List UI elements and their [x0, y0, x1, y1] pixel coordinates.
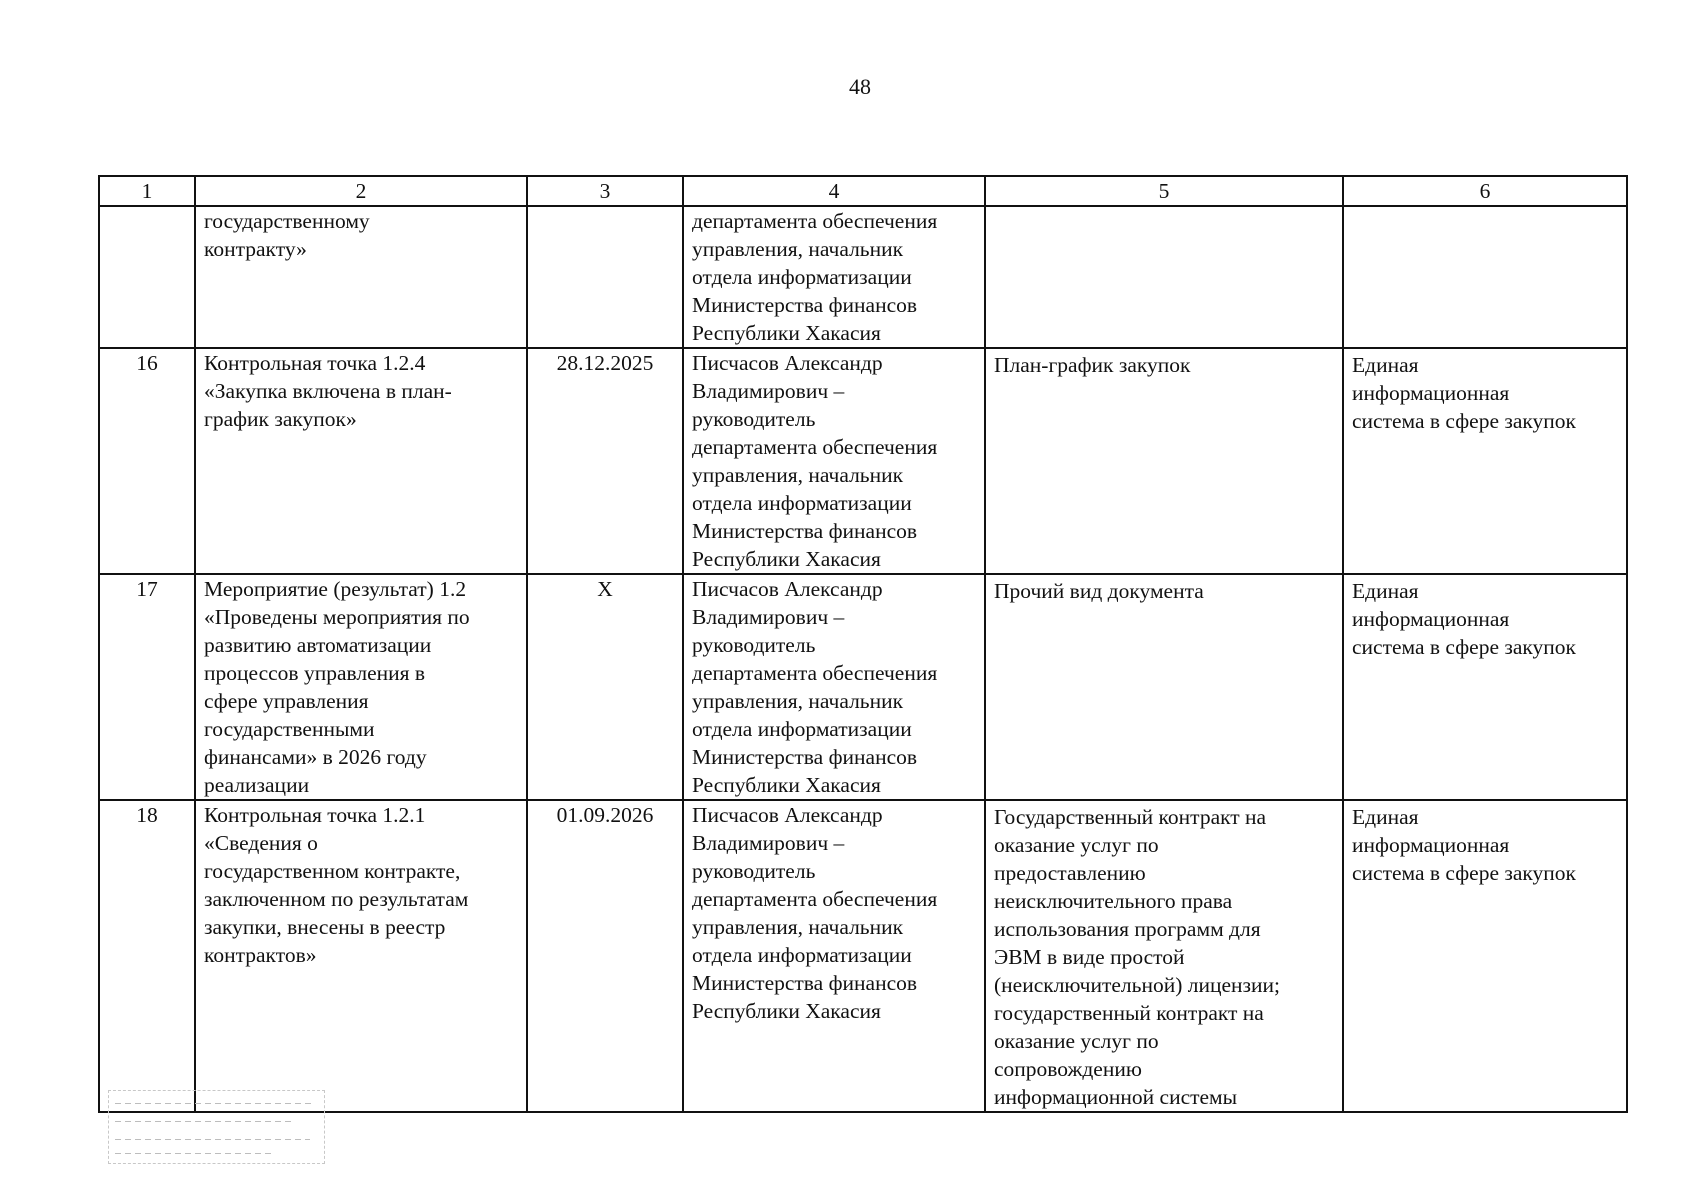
row-number	[99, 206, 195, 348]
row-date	[527, 206, 683, 348]
measures-table	[98, 175, 1628, 1113]
stamp-line	[115, 1153, 275, 1154]
text-line: Владимирович –	[692, 379, 845, 403]
text-line: Единая	[1352, 353, 1419, 377]
row-responsible-cell	[683, 800, 985, 1112]
text-line: Писчасов Александр	[692, 577, 883, 601]
text-line: Республики Хакасия	[692, 999, 881, 1023]
row-document-cell	[985, 206, 1343, 348]
text-line: информационная	[1352, 833, 1510, 857]
text-line: департамента обеспечения	[692, 435, 938, 459]
text-line: государственном контракте,	[204, 859, 461, 883]
text-line: руководитель	[692, 633, 816, 657]
row-number: 17	[99, 574, 195, 800]
column-number-header	[99, 176, 1627, 206]
text-line: информационная	[1352, 381, 1510, 405]
row-system-cell	[1343, 206, 1627, 348]
header-col-1: 1	[99, 176, 195, 206]
row-number: 18	[99, 800, 195, 1112]
row-document-cell	[985, 574, 1343, 800]
text-line: Министерства финансов	[692, 745, 918, 769]
text-line: использования программ для	[994, 917, 1261, 941]
text-line: отдела информатизации	[692, 265, 912, 289]
text-line: заключенном по результатам	[204, 887, 469, 911]
text-line: финансами» в 2026 году	[204, 745, 427, 769]
text-line: отдела информатизации	[692, 491, 912, 515]
table-row	[99, 348, 1627, 574]
text-line: управления, начальник	[692, 689, 904, 713]
text-line: Мероприятие (результат) 1.2	[204, 577, 467, 601]
row-document-cell	[985, 348, 1343, 574]
row-system-cell	[1343, 800, 1627, 1112]
text-line: закупки, внесены в реестр	[204, 915, 446, 939]
text-line: Республики Хакасия	[692, 321, 881, 345]
text-line: система в сфере закупок	[1352, 409, 1577, 433]
text-line: неисключительного права	[994, 889, 1233, 913]
row-system-cell	[1343, 348, 1627, 574]
row-name-cell	[195, 574, 527, 800]
text-line: департамента обеспечения	[692, 887, 938, 911]
text-line: государственному	[204, 209, 370, 233]
text-line: Контрольная точка 1.2.4	[204, 351, 426, 375]
text-line: Республики Хакасия	[692, 547, 881, 571]
text-line: «Проведены мероприятия по	[204, 605, 470, 629]
row-date: 01.09.2026	[527, 800, 683, 1112]
row-name-cell	[195, 206, 527, 348]
text-line: «Закупка включена в план-	[204, 379, 452, 403]
text-line: управления, начальник	[692, 237, 904, 261]
text-line: ЭВМ в виде простой	[994, 945, 1185, 969]
text-line: государственный контракт на	[994, 1001, 1264, 1025]
text-line: реализации	[204, 773, 310, 797]
row-system-cell	[1343, 574, 1627, 800]
text-line: информационной системы	[994, 1085, 1238, 1109]
text-line: Писчасов Александр	[692, 803, 883, 827]
row-responsible-cell	[683, 348, 985, 574]
text-line: Писчасов Александр	[692, 351, 883, 375]
header-col-6: 6	[1343, 176, 1627, 206]
row-date: X	[527, 574, 683, 800]
text-line: система в сфере закупок	[1352, 861, 1577, 885]
text-line: Государственный контракт на	[994, 805, 1267, 829]
row-number: 16	[99, 348, 195, 574]
text-line: график закупок»	[204, 407, 357, 431]
text-line: оказание услуг по	[994, 1029, 1159, 1053]
row-date: 28.12.2025	[527, 348, 683, 574]
text-line: Единая	[1352, 805, 1419, 829]
text-line: система в сфере закупок	[1352, 635, 1577, 659]
stamp-line	[115, 1121, 295, 1122]
text-line: Министерства финансов	[692, 971, 918, 995]
text-line: План-график закупок	[994, 353, 1191, 377]
text-line: Контрольная точка 1.2.1	[204, 803, 426, 827]
text-line: (неисключительной) лицензии;	[994, 973, 1281, 997]
text-line: процессов управления в	[204, 661, 426, 685]
text-line: Прочий вид документа	[994, 579, 1204, 603]
text-line: руководитель	[692, 859, 816, 883]
stamp-line	[115, 1103, 315, 1104]
table-row	[99, 206, 1627, 348]
row-name-cell	[195, 800, 527, 1112]
row-document-cell	[985, 800, 1343, 1112]
page-number: 48	[849, 74, 871, 99]
header-col-2: 2	[195, 176, 527, 206]
text-line: контрактов»	[204, 943, 317, 967]
text-line: управления, начальник	[692, 915, 904, 939]
text-line: Министерства финансов	[692, 519, 918, 543]
text-line: Министерства финансов	[692, 293, 918, 317]
stamp-line	[115, 1139, 310, 1140]
text-line: руководитель	[692, 407, 816, 431]
row-responsible-cell	[683, 574, 985, 800]
header-col-3: 3	[527, 176, 683, 206]
text-line: «Сведения о	[204, 831, 318, 855]
text-line: сопровождению	[994, 1057, 1142, 1081]
faded-stamp	[108, 1090, 325, 1164]
text-line: отдела информатизации	[692, 717, 912, 741]
header-col-5: 5	[985, 176, 1343, 206]
table-row	[99, 574, 1627, 800]
text-line: управления, начальник	[692, 463, 904, 487]
text-line: сфере управления	[204, 689, 369, 713]
text-line: отдела информатизации	[692, 943, 912, 967]
text-line: Единая	[1352, 579, 1419, 603]
text-line: государственными	[204, 717, 375, 741]
text-line: информационная	[1352, 607, 1510, 631]
text-line: Владимирович –	[692, 831, 845, 855]
row-name-cell	[195, 348, 527, 574]
text-line: департамента обеспечения	[692, 661, 938, 685]
header-col-4: 4	[683, 176, 985, 206]
text-line: департамента обеспечения	[692, 209, 938, 233]
text-line: предоставлению	[994, 861, 1146, 885]
text-line: развитию автоматизации	[204, 633, 432, 657]
row-responsible-cell	[683, 206, 985, 348]
text-line: оказание услуг по	[994, 833, 1159, 857]
table-row	[99, 800, 1627, 1112]
text-line: контракту»	[204, 237, 307, 261]
text-line: Владимирович –	[692, 605, 845, 629]
text-line: Республики Хакасия	[692, 773, 881, 797]
